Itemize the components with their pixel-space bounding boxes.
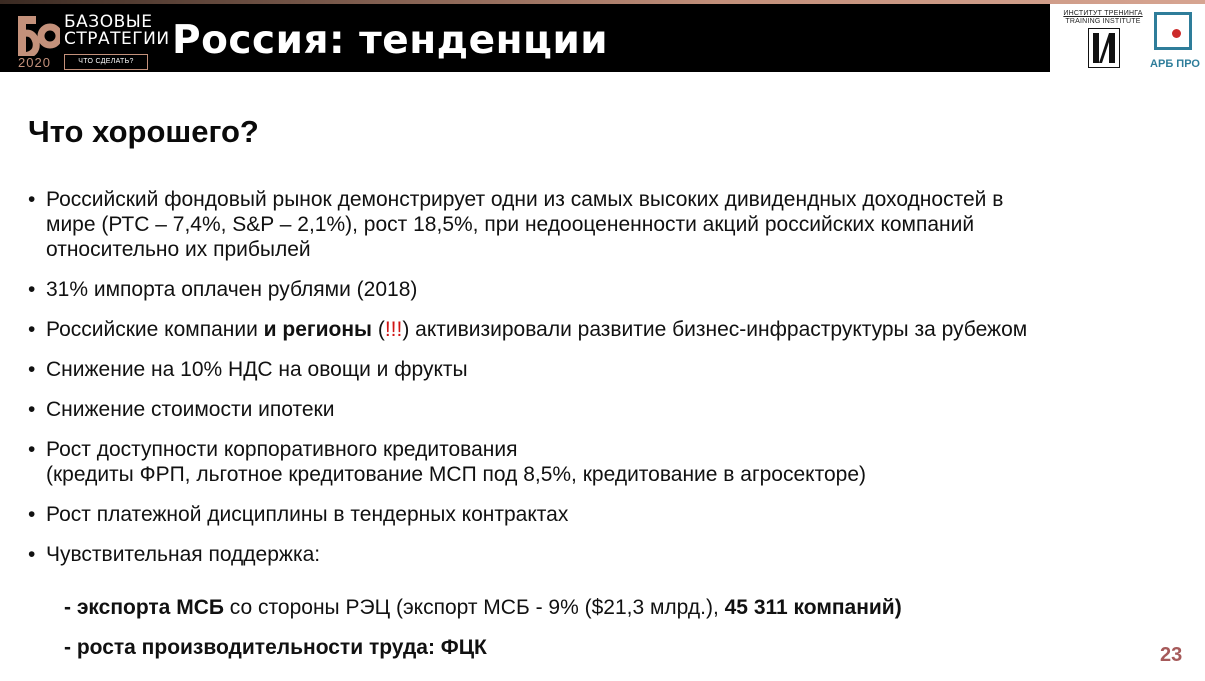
bullet-text-line: относительно их прибылей <box>46 238 311 261</box>
arb-pro-logo <box>1150 10 1200 72</box>
subitem-text: со стороны РЭЦ (экспорт МСБ - 9% ($21,3 млрд.), <box>223 596 725 619</box>
arb-pro-dot-icon <box>1172 29 1181 38</box>
brand-title-line2: СТРАТЕГИИ <box>64 29 170 49</box>
slide-title: Россия: тенденции <box>172 18 609 63</box>
brand-title <box>64 14 170 48</box>
bullet-item-mortgage <box>28 397 1188 422</box>
training-institute-logo <box>1060 10 1146 72</box>
arb-pro-label: АРБ ПРО <box>1150 58 1200 70</box>
bullet-text-line: Рост доступности корпоративного кредитования <box>46 438 518 461</box>
bullet-icon: • <box>28 358 36 381</box>
bullet-text: ) активизировали развитие бизнес-инфраструктуры за рубежом <box>402 318 1028 341</box>
logo-ti-line1: ИНСТИТУТ ТРЕНИНГА <box>1063 10 1143 17</box>
bullet-item-dividends <box>28 187 1188 262</box>
bullet-icon: • <box>28 318 36 341</box>
bullet-icon: • <box>28 278 36 301</box>
bullet-text-bold: и регионы <box>263 318 372 341</box>
subitem-productivity <box>64 635 487 660</box>
bullet-text: Российские компании <box>46 318 264 341</box>
bullet-item-regions <box>28 317 1188 342</box>
bullet-item-support <box>28 542 1188 567</box>
bullet-icon: • <box>28 543 36 566</box>
brand-tagline: ЧТО СДЕЛАТЬ? <box>64 54 148 70</box>
bullet-text: Чувствительная поддержка: <box>46 543 321 566</box>
bullet-icon: • <box>28 398 36 421</box>
bullet-item-vat <box>28 357 1188 382</box>
bullet-icon: • <box>28 438 36 461</box>
subitem-bold: 45 311 компаний) <box>724 596 902 619</box>
subitem-export <box>64 595 902 620</box>
bullet-text: Снижение стоимости ипотеки <box>46 398 335 421</box>
bullet-icon: • <box>28 188 36 211</box>
bullet-icon: • <box>28 503 36 526</box>
brand-year: 2020 <box>18 55 51 70</box>
bullet-text-line: мире (РТС – 7,4%, S&P – 2,1%), рост 18,5%, при недооцененности акций российских компаний <box>46 213 975 236</box>
bullet-text-highlight: !!! <box>384 318 403 341</box>
section-heading: Что хорошего? <box>28 114 259 149</box>
bullet-text-line: Российский фондовый рынок демонстрирует одни из самых высоких дивидендных доходностей в <box>46 188 1004 211</box>
training-institute-icon <box>1088 28 1120 68</box>
header-bar <box>0 4 1050 72</box>
brand-logo-icon <box>18 16 60 56</box>
bullet-item-imports <box>28 277 1188 302</box>
bullet-text-line: (кредиты ФРП, льготное кредитование МСП под 8,5%, кредитование в агросекторе) <box>46 463 867 486</box>
bullet-text: 31% импорта оплачен рублями (2018) <box>46 278 418 301</box>
logo-ti-line2: TRAINING INSTITUTE <box>1065 18 1141 25</box>
bullet-text: Снижение на 10% НДС на овощи и фрукты <box>46 358 468 381</box>
bullet-item-payment-discipline <box>28 502 1188 527</box>
bullet-list <box>28 187 1188 582</box>
brand-title-line1: БАЗОВЫЕ <box>64 12 153 32</box>
bullet-text: ( <box>372 318 385 341</box>
subitem-bold: - экспорта МСБ <box>64 596 224 619</box>
bullet-text: Рост платежной дисциплины в тендерных контрактах <box>46 503 569 526</box>
page-number: 23 <box>1160 644 1183 666</box>
arb-pro-icon <box>1154 12 1192 50</box>
bullet-item-credit <box>28 437 1188 487</box>
subitem-bold: - роста производительности труда: ФЦК <box>64 636 487 659</box>
